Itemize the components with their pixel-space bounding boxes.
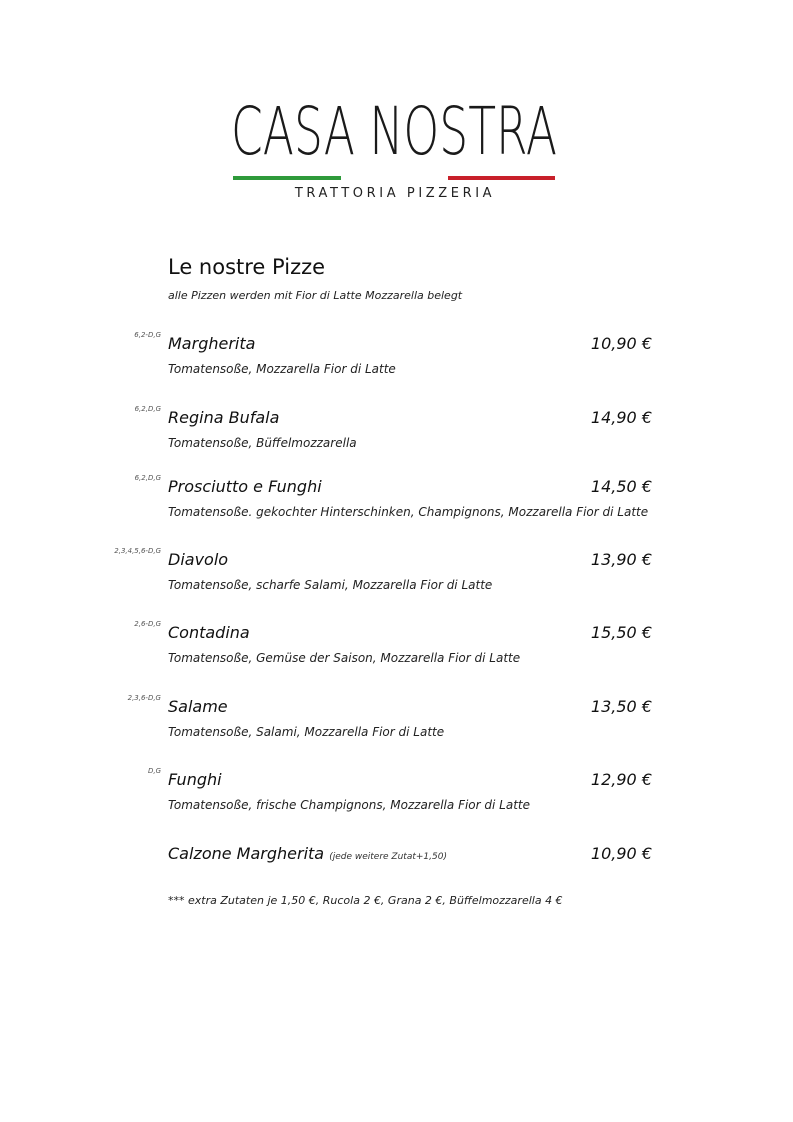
allergen-codes: D,G <box>147 767 161 775</box>
pizza-name-text: Regina Bufala <box>168 408 280 427</box>
pizza-name-text: Contadina <box>168 623 250 642</box>
pizza-name <box>168 408 279 427</box>
pizza-name-text: Calzone Margherita <box>168 844 325 863</box>
pizza-extra-note: (jede weitere Zutat+1,50) <box>329 852 447 862</box>
pizza-name <box>168 623 250 642</box>
allergen-codes: 2,6-D,G <box>134 620 161 628</box>
pizza-name <box>168 334 255 353</box>
allergen-codes: 2,3,6-D,G <box>127 694 161 702</box>
pizza-name <box>168 844 447 863</box>
logo-title <box>228 86 560 170</box>
pizza-name-text: Diavolo <box>168 550 229 569</box>
restaurant-logo <box>0 0 793 230</box>
pizza-description: Tomatensoße, Salami, Mozzarella Fior di Latte <box>168 725 445 739</box>
pizza-name <box>168 550 228 569</box>
pizza-name-text: Funghi <box>168 770 222 789</box>
pizza-description: Tomatensoße, Mozzarella Fior di Latte <box>168 362 396 376</box>
allergen-codes: 6,2,D,G <box>134 405 161 413</box>
menu-item <box>0 767 793 830</box>
allergen-codes: 6,2-D,G <box>134 331 161 339</box>
pizza-description: Tomatensoße, scharfe Salami, Mozzarella Fior di Latte <box>168 578 493 592</box>
allergen-codes: 6,2,D,G <box>134 474 161 482</box>
pizza-price: 12,90 € <box>590 770 652 789</box>
pizza-price: 10,90 € <box>590 334 652 353</box>
pizza-price: 13,90 € <box>590 550 652 569</box>
pizza-description: Tomatensoße, Gemüse der Saison, Mozzarella Fior di Latte <box>168 651 521 665</box>
logo-green-stripe <box>233 176 341 180</box>
menu-heading: Le nostre Pizze <box>168 255 326 279</box>
menu-item <box>0 620 793 683</box>
logo-red-stripe <box>448 176 555 180</box>
pizza-name-text: Margherita <box>168 334 256 353</box>
pizza-price: 10,90 € <box>590 844 652 863</box>
logo-title-text: CASA NOSTRA <box>231 93 557 170</box>
menu-item <box>0 694 793 757</box>
logo-subtitle: TRATTORIA PIZZERIA <box>294 186 496 201</box>
pizza-name <box>168 697 228 716</box>
pizza-price: 14,90 € <box>590 408 652 427</box>
menu-item <box>0 331 793 394</box>
menu-intro: alle Pizzen werden mit Fior di Latte Mozzarella belegt <box>168 289 463 302</box>
pizza-description: Tomatensoße. gekochter Hinterschinken, Champignons, Mozzarella Fior di Latte <box>168 505 649 519</box>
pizza-price: 14,50 € <box>590 477 652 496</box>
pizza-name <box>168 770 222 789</box>
allergen-codes: 2,3,4,5,6-D,G <box>114 547 161 555</box>
pizza-price: 15,50 € <box>590 623 652 642</box>
extras-footnote: *** extra Zutaten je 1,50 €, Rucola 2 €, Grana 2 €, Büffelmozzarella 4 € <box>168 894 563 907</box>
pizza-price: 13,50 € <box>590 697 652 716</box>
menu-item <box>0 547 793 610</box>
pizza-name <box>168 477 322 496</box>
menu-item <box>0 474 793 537</box>
pizza-name-text: Salame <box>168 697 228 716</box>
pizza-description: Tomatensoße, frische Champignons, Mozzarella Fior di Latte <box>168 798 530 812</box>
pizza-name-text: Prosciutto e Funghi <box>168 477 322 496</box>
menu-item <box>0 405 793 468</box>
pizza-description: Tomatensoße, Büffelmozzarella <box>168 436 357 450</box>
